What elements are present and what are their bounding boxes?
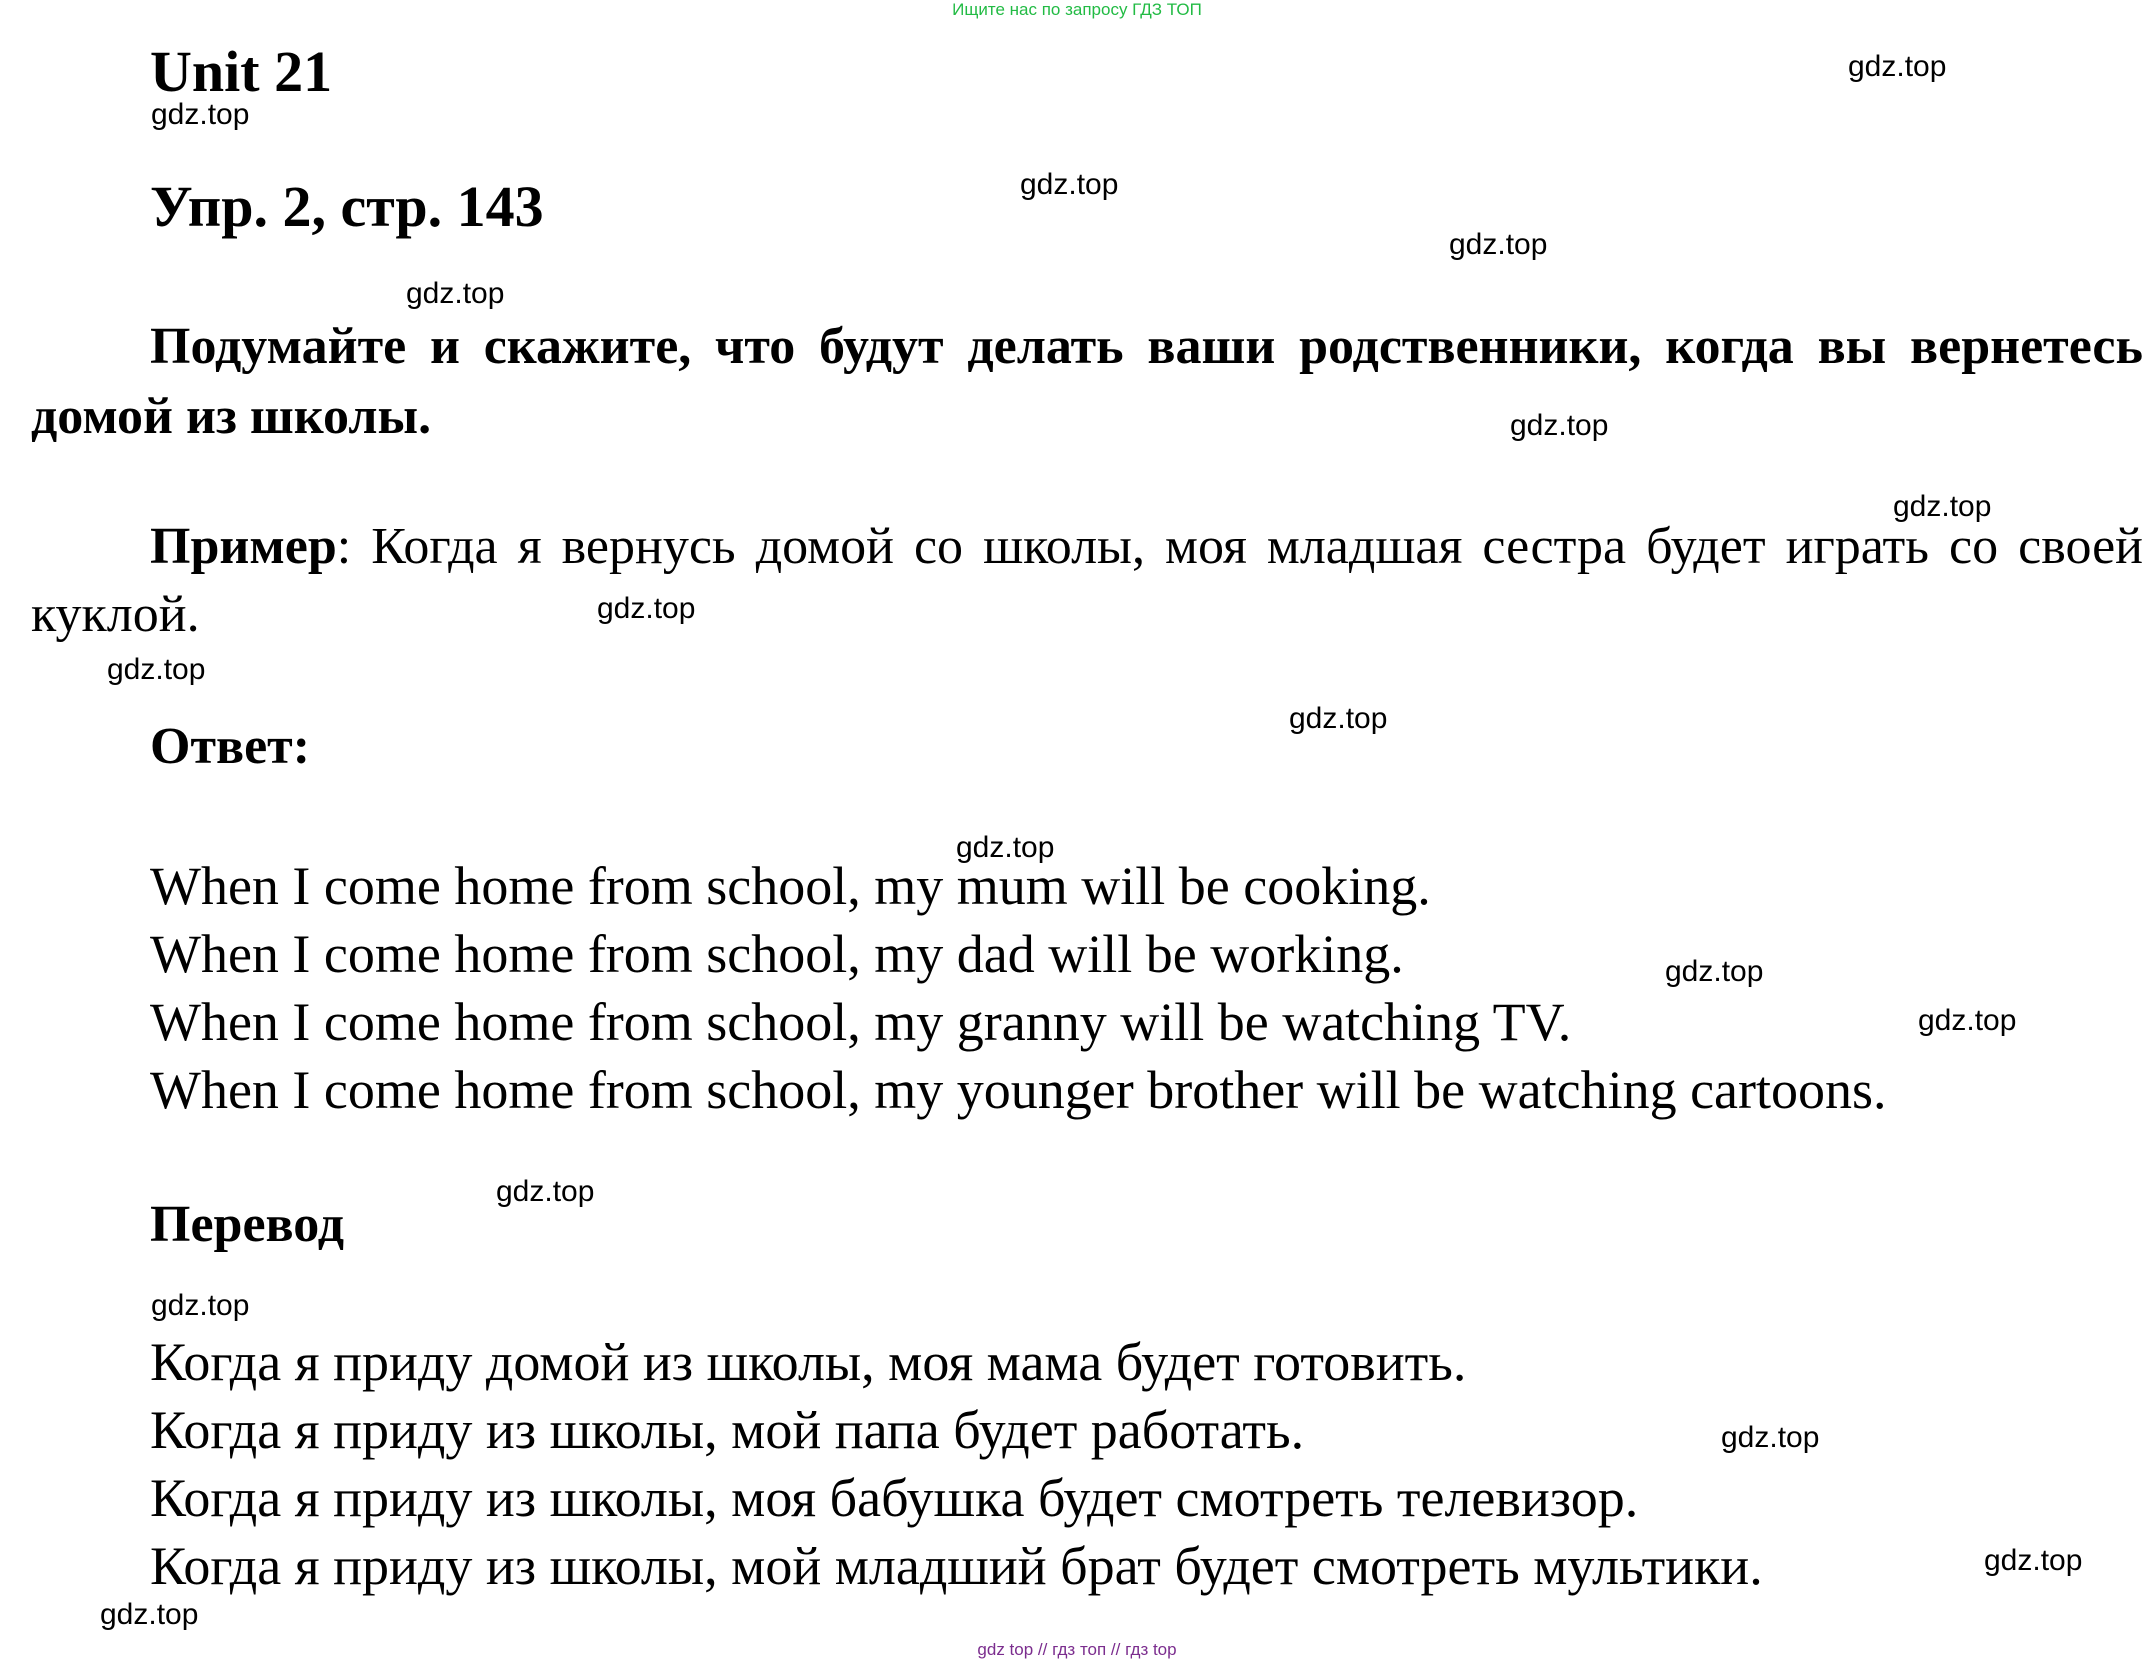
answer-line: When I come home from school, my mum will be cooking. [150, 856, 1431, 916]
watermark: gdz.top [1848, 50, 1947, 83]
translation-line: Когда я приду из школы, мой папа будет работать. [150, 1400, 1305, 1460]
answer-heading: Ответ: [150, 718, 311, 775]
watermark: gdz.top [151, 98, 250, 131]
translation-line: Когда я приду из школы, моя бабушка будет смотреть телевизор. [150, 1468, 1639, 1528]
watermark: gdz.top [1510, 409, 1609, 442]
unit-title: Unit 21 [150, 39, 333, 104]
translation-line: Когда я приду домой из школы, моя мама будет готовить. [150, 1332, 1467, 1392]
translation-line: Когда я приду из школы, мой младший брат будет смотреть мультики. [150, 1536, 1763, 1596]
watermark: gdz.top [1665, 955, 1764, 988]
watermark: gdz.top [1289, 702, 1388, 735]
watermark: gdz.top [597, 592, 696, 625]
watermark: gdz.top [107, 653, 206, 686]
exercise-title: Упр. 2, стр. 143 [150, 174, 544, 239]
watermark: gdz.top [1020, 168, 1119, 201]
translation-heading: Перевод [150, 1196, 345, 1253]
watermark: gdz.top [151, 1289, 250, 1322]
example-label: Пример [150, 518, 337, 575]
answer-line: When I come home from school, my dad will be working. [150, 924, 1404, 984]
watermark: gdz.top [406, 277, 505, 310]
watermark: gdz.top [1984, 1544, 2083, 1577]
answer-line: When I come home from school, my granny will be watching TV. [150, 992, 1572, 1052]
answer-line: When I come home from school, my younger brother will be watching cartoons. [150, 1060, 1887, 1120]
watermark: gdz.top [496, 1175, 595, 1208]
watermark: gdz.top [1893, 490, 1992, 523]
watermark: gdz.top [100, 1598, 199, 1631]
watermark: gdz.top [1721, 1421, 1820, 1454]
watermark: gdz.top [956, 831, 1055, 864]
footer-links: gdz top // гдз топ // гдз top [977, 1640, 1177, 1659]
example-text: : Когда я вернусь домой со школы, моя младшая сестра будет играть со своей куклой. [31, 518, 2143, 643]
watermark: gdz.top [1918, 1004, 2017, 1037]
watermark: gdz.top [1449, 228, 1548, 261]
example-paragraph [31, 513, 2143, 649]
top-banner: Ищите нас по запросу ГДЗ ТОП [952, 0, 1202, 19]
task-text: Подумайте и скажите, что будут делать ваши родственники, когда вы вернетесь домой из школы. [31, 318, 2143, 445]
